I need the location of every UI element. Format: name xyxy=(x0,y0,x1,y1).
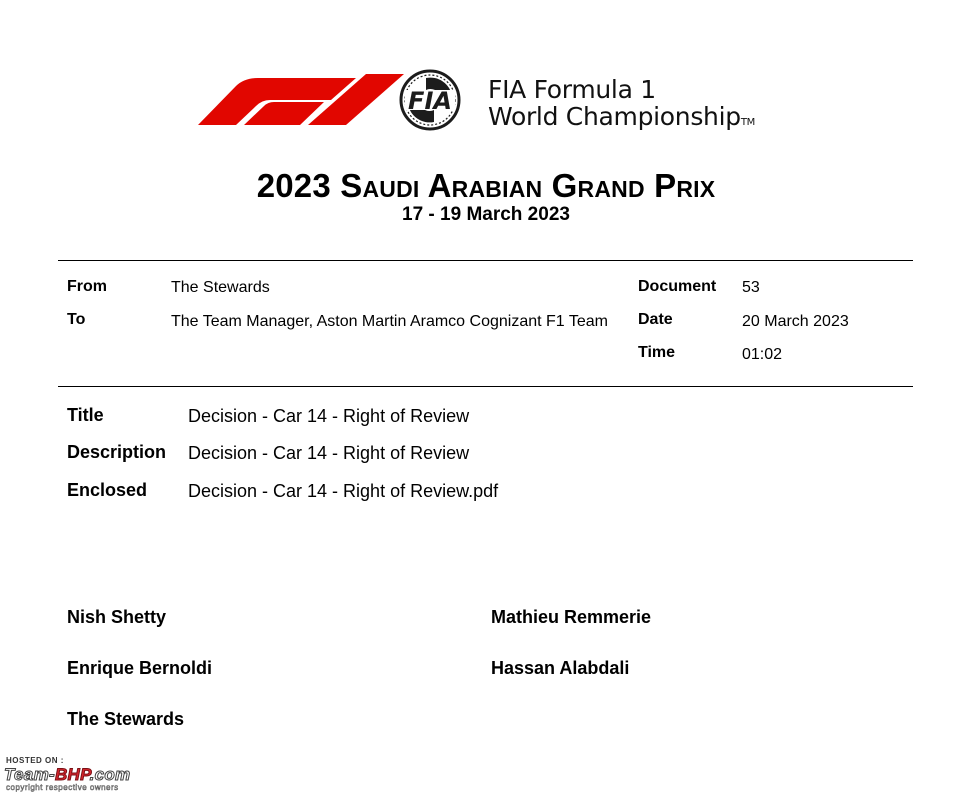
logo-line-world-championship xyxy=(488,103,755,136)
fia-f1-logo xyxy=(196,68,796,132)
time-value: 01:02 xyxy=(742,346,783,363)
divider-top xyxy=(58,260,913,261)
time-label: Time xyxy=(638,344,676,361)
divider-bottom xyxy=(58,386,913,387)
team-bhp-watermark xyxy=(4,756,204,794)
document-label: Document xyxy=(638,278,717,295)
watermark-brand-part1: Team- xyxy=(4,765,55,784)
steward-name: Hassan Alabdali xyxy=(491,658,630,678)
document-value: 53 xyxy=(742,279,760,296)
to-value: The Team Manager, Aston Martin Aramco Cognizant F1 Team xyxy=(171,313,608,330)
steward-name: Enrique Bernoldi xyxy=(67,658,213,678)
fia-emblem-text: FIA xyxy=(408,87,452,115)
to-label: To xyxy=(67,311,86,328)
title-label: Title xyxy=(67,405,104,425)
watermark-brand xyxy=(4,765,130,784)
steward-name: Nish Shetty xyxy=(67,607,167,627)
championship-wordmark xyxy=(488,76,755,136)
stewards-signoff: The Stewards xyxy=(67,709,185,729)
from-label: From xyxy=(67,278,107,295)
date-label: Date xyxy=(638,311,673,328)
enclosed-label: Enclosed xyxy=(67,480,148,500)
event-title: 2023 Saudi Arabian Grand Prix xyxy=(256,167,716,204)
steward-name: Mathieu Remmerie xyxy=(491,607,652,627)
watermark-brand-part2: BHP xyxy=(54,765,90,784)
description-value: Decision - Car 14 - Right of Review xyxy=(188,443,470,463)
watermark-hosted-on: HOSTED ON : xyxy=(6,756,64,765)
watermark-copyright: copyright respective owners xyxy=(6,783,119,792)
watermark-brand-part3: .com xyxy=(89,765,131,784)
enclosed-attachment-link[interactable]: Decision - Car 14 - Right of Review.pdf xyxy=(188,481,499,501)
logo-line-formula1: FIA Formula 1 xyxy=(488,75,656,104)
title-value: Decision - Car 14 - Right of Review xyxy=(188,406,470,426)
logo-line-world-championship-text: World Championship xyxy=(488,102,741,131)
f1-logo-icon xyxy=(196,68,486,132)
description-label: Description xyxy=(67,442,167,462)
from-value: The Stewards xyxy=(171,279,270,296)
trademark-mark: TM xyxy=(740,117,755,128)
date-value: 20 March 2023 xyxy=(742,313,849,330)
event-dates: 17 - 19 March 2023 xyxy=(402,204,570,225)
